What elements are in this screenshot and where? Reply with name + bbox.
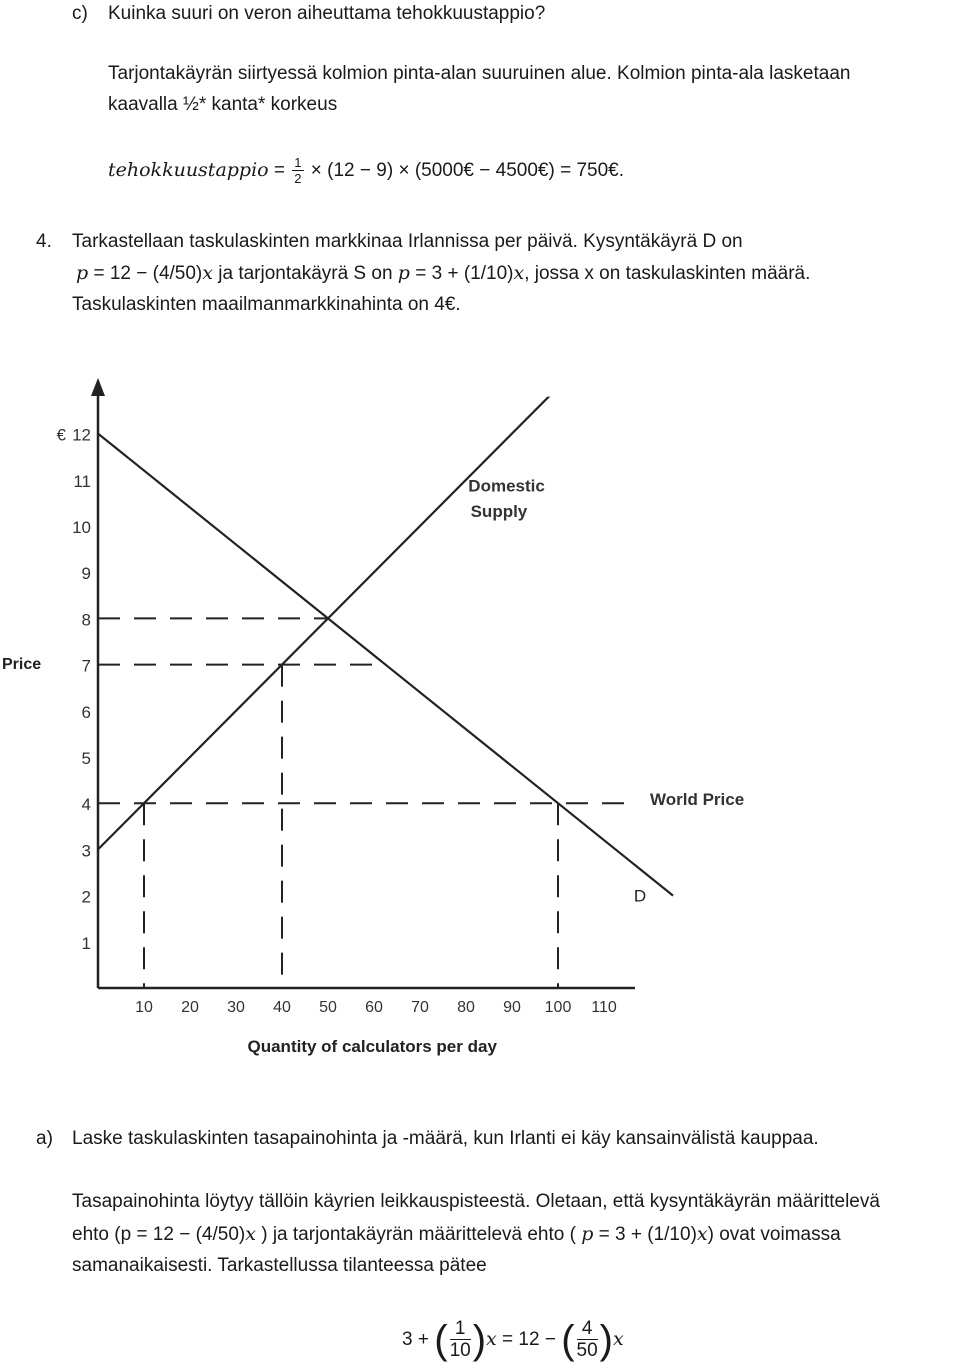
y-tick-label: 2 (81, 887, 91, 907)
x-axis-label: Quantity of calculators per day (247, 1037, 497, 1056)
var-x: x (513, 262, 525, 284)
x-tick-label: 20 (181, 999, 199, 1016)
problem-4-number: 4. (36, 231, 52, 252)
x-tick-label: 90 (503, 999, 521, 1016)
var-p: p (581, 1223, 594, 1245)
y-tick-label: 4 (81, 795, 91, 815)
world-price-label: World Price (650, 790, 745, 810)
paren-open: ( (561, 1317, 575, 1362)
y-tick-label: 3 (81, 841, 91, 861)
section-a-question: Laske taskulaskinten tasapainohinta ja -määrä, kun Irlanti ei käy kansainvälistä kauppaa. (72, 1128, 819, 1149)
problem-4-line1: Tarkastellaan taskulaskinten markkinaa Irlannissa per päivä. Kysyntäkäyrä D on (72, 231, 743, 252)
x-tick-label: 110 (591, 999, 617, 1016)
y-unit-label: € (56, 425, 66, 445)
efficiency-loss-formula (108, 150, 624, 191)
problem-4-line3: Taskulaskinten maailmanmarkkinahinta on 4€. (72, 294, 461, 315)
x-tick-label: 80 (457, 999, 475, 1016)
var-x: x (202, 262, 213, 284)
paren-close: ) (599, 1317, 613, 1362)
var-x: x (486, 1328, 497, 1350)
var-p: p (397, 262, 410, 284)
x-tick-label: 10 (135, 999, 153, 1016)
supply-label-line1: Domestic (468, 476, 545, 496)
y-tick-label: 5 (81, 749, 91, 768)
eq-frac-1-num: 1 (450, 1319, 471, 1340)
y-tick-label: 8 (81, 610, 91, 630)
formula-half-num: 1 (294, 155, 302, 171)
formula-half (292, 156, 303, 185)
x-definition: , jossa x on taskulaskinten määrä. (524, 263, 811, 284)
y-tick-label: 11 (73, 471, 91, 491)
section-c-label: c) (72, 3, 88, 24)
supply-condition-intro: ) ja tarjontakäyrän määrittelevä ehto ( (255, 1224, 582, 1245)
supply-intro: ja tarjontakäyrä S on (212, 263, 398, 284)
var-x: x (245, 1223, 256, 1245)
condition-tail: ) ovat voimassa (707, 1224, 841, 1245)
market-chart (0, 370, 960, 1070)
y-tick-label: 6 (81, 702, 91, 722)
demand-expr: = 12 − (4/50) (88, 263, 203, 284)
section-a-line2 (72, 1222, 841, 1247)
x-tick-label: 30 (227, 999, 245, 1016)
paren-close: ) (472, 1317, 487, 1362)
eq-frac-2-num: 4 (577, 1319, 598, 1340)
formula-lhs: tehokkuustappio (108, 159, 269, 181)
section-a-label: a) (36, 1128, 53, 1149)
y-tick-label: 12 (72, 425, 91, 445)
equilibrium-equation (402, 1314, 624, 1366)
y-tick-label: 9 (81, 564, 91, 584)
x-tick-label: 70 (411, 999, 429, 1016)
supply-expr: = 3 + (1/10) (409, 263, 514, 284)
section-c-answer-line2: kaavalla ½* kanta* korkeus (108, 94, 338, 115)
supply-label-line2: Supply (470, 501, 528, 521)
section-c-answer-line1: Tarjontakäyrän siirtyessä kolmion pinta-alan suuruinen alue. Kolmion pinta-ala lasketaan (108, 63, 851, 84)
supply-curve (98, 370, 636, 849)
section-a-line3: samanaikaisesti. Tarkastellussa tilanteessa pätee (72, 1255, 487, 1276)
y-tick-label: 7 (81, 656, 91, 676)
y-axis-arrow (91, 378, 105, 396)
eq-frac-1-den: 10 (449, 1340, 471, 1362)
eq-mid: = 12 − (496, 1329, 562, 1350)
eq-left: 3 + (402, 1329, 435, 1350)
section-a-line1: Tasapainohinta löytyy tällöin käyrien leikkauspisteestä. Oletaan, että kysyntäkäyrän määrittelevä (72, 1191, 880, 1212)
var-p: p (76, 262, 89, 284)
eq-frac-1 (450, 1319, 471, 1360)
formula-rest: × (12 − 9) × (5000€ − 4500€) = 750€. (305, 160, 624, 181)
demand-label: D (633, 886, 647, 906)
problem-4-line2 (76, 261, 810, 286)
x-tick-label: 50 (319, 999, 337, 1016)
x-tick-label: 60 (365, 999, 383, 1016)
y-tick-label: 10 (72, 518, 91, 537)
x-tick-label: 100 (544, 999, 572, 1016)
var-x: x (696, 1223, 708, 1245)
formula-half-den: 2 (294, 171, 302, 187)
supply-condition: = 3 + (1/10) (593, 1224, 697, 1245)
eq-frac-2 (577, 1319, 598, 1360)
eq-frac-2-den: 50 (576, 1340, 598, 1362)
demand-condition: ehto (p = 12 − (4/50) (72, 1224, 246, 1245)
x-tick-label: 40 (273, 999, 291, 1016)
paren-open: ( (434, 1317, 448, 1362)
y-tick-label: 1 (81, 933, 91, 953)
var-x: x (613, 1328, 624, 1350)
formula-eq: = (268, 160, 291, 181)
section-c-question: Kuinka suuri on veron aiheuttama tehokkuustappio? (108, 3, 546, 24)
y-axis-label: Price (2, 656, 42, 674)
